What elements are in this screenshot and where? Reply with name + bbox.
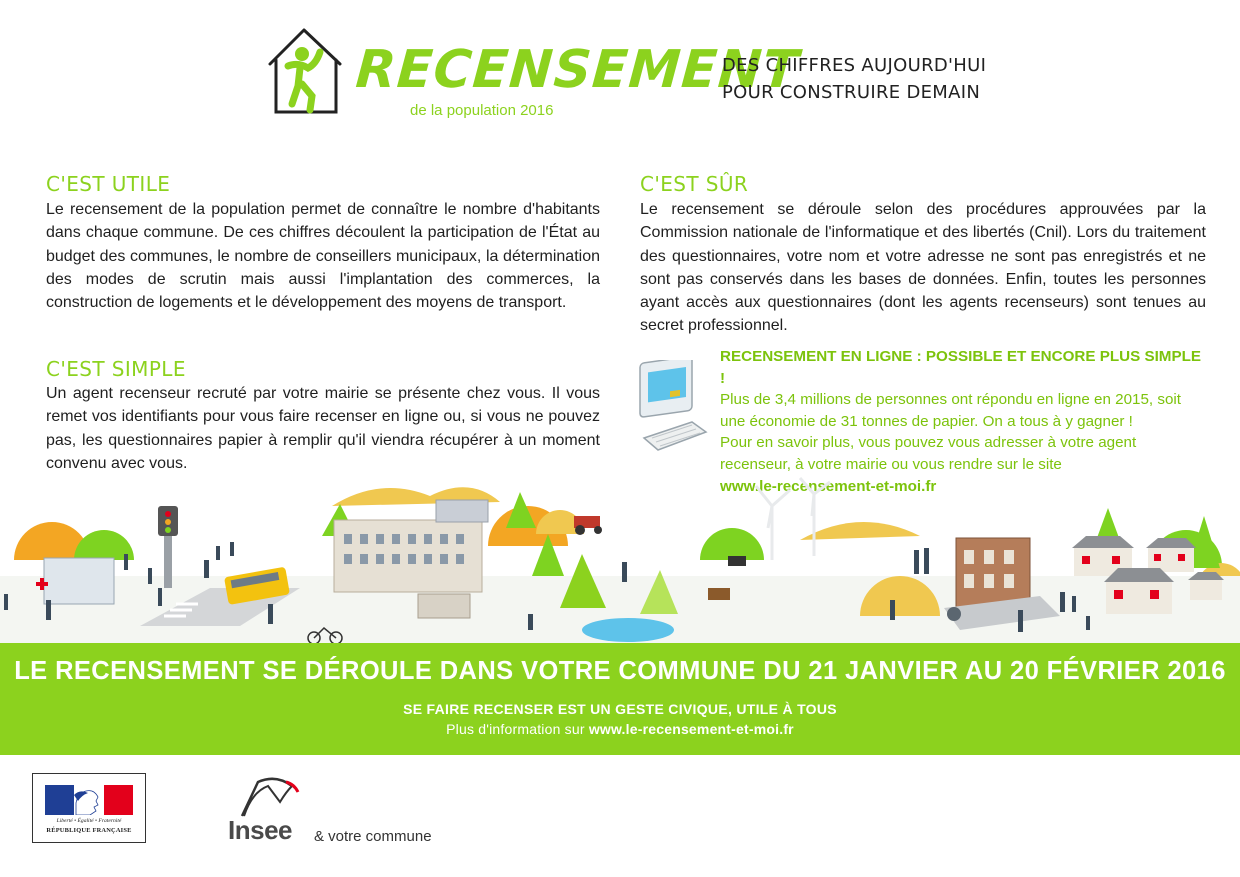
banner-website-link[interactable]: www.le-recensement-et-moi.fr bbox=[588, 721, 794, 737]
french-flag-icon bbox=[45, 785, 133, 815]
rf-motto: Liberté • Égalité • Fraternité bbox=[56, 818, 122, 824]
section-simple-body: Un agent recenseur recruté par votre mairie se présente chez vous. Il vous remet vos identifiants pour vous faire recenser en ligne ou, si vous ne pouvez pas, les questionnaires papier à remplir qu'il viendra récupérer à un moment convenu avec vous. bbox=[46, 385, 600, 472]
town-illustration bbox=[0, 476, 1240, 644]
rf-name: RÉPUBLIQUE FRANÇAISE bbox=[46, 827, 132, 834]
online-heading: RECENSEMENT EN LIGNE : POSSIBLE ET ENCORE PLUS SIMPLE ! bbox=[720, 348, 1201, 387]
banner-subtitle: SE FAIRE RECENSER EST UN GESTE CIVIQUE, UTILE À TOUS bbox=[403, 701, 837, 717]
online-info bbox=[720, 346, 1210, 497]
section-utile-title: C'EST UTILE bbox=[46, 172, 171, 196]
insee-commune: & votre commune bbox=[314, 828, 432, 845]
section-utile-body: Le recensement de la population permet de connaître le nombre d'habitants dans chaque commune. De ces chiffres découlent la participation de l'État au budget des communes, le nombre de conseillers municipaux, la détermination des modes de scrutin mais aussi l'implantation des commerces, la construction de logements et le développement des moyens de transport. bbox=[46, 201, 600, 312]
section-sur-body: Le recensement se déroule selon des procédures approuvées par la Commission nationale de l'informatique et des libertés (Cnil). Lors du traitement des questionnaires, votre nom et votre adresse ne sont pas enregistrés et ne sont pas conservés dans les bases de données. Enfin, toutes les personnes ayant accès aux questionnaires (dont les agents recenseurs) sont tenues au secret professionnel. bbox=[640, 201, 1206, 335]
insee-name: Insee bbox=[228, 815, 292, 845]
section-simple-title: C'EST SIMPLE bbox=[46, 357, 186, 381]
insee-logo-icon bbox=[228, 776, 300, 820]
online-line-4: recenseur, à votre mairie ou vous rendre sur le site bbox=[720, 455, 1062, 473]
banner-info bbox=[0, 721, 1240, 737]
online-line-1: Plus de 3,4 millions de personnes ont répondu en ligne en 2015, soit bbox=[720, 391, 1182, 409]
section-sur-title: C'EST SÛR bbox=[640, 172, 749, 196]
online-line-3: Pour en savoir plus, vous pouvez vous adresser à votre agent bbox=[720, 434, 1137, 452]
computer-icon bbox=[636, 360, 710, 456]
banner-info-prefix: Plus d'information sur bbox=[446, 721, 585, 737]
tagline-line-1: DES CHIFFRES AUJOURD'HUI bbox=[722, 55, 987, 76]
logo-title: RECENSEMENT bbox=[353, 40, 802, 100]
banner-title: LE RECENSEMENT SE DÉROULE DANS VOTRE COMMUNE DU 21 JANVIER AU 20 FÉVRIER 2016 bbox=[14, 657, 1226, 685]
republique-francaise-logo bbox=[32, 773, 146, 843]
date-banner bbox=[0, 643, 1240, 755]
logo-subtitle: de la population 2016 bbox=[410, 102, 554, 119]
website-link[interactable]: www.le-recensement-et-moi.fr bbox=[720, 477, 937, 495]
tagline-line-2: POUR CONSTRUIRE DEMAIN bbox=[722, 82, 981, 103]
house-logo-icon bbox=[262, 24, 346, 116]
tagline bbox=[722, 52, 986, 106]
marianne-profile-icon bbox=[74, 785, 103, 815]
online-line-2: une économie de 31 tonnes de papier. On a tous à y gagner ! bbox=[720, 412, 1133, 430]
